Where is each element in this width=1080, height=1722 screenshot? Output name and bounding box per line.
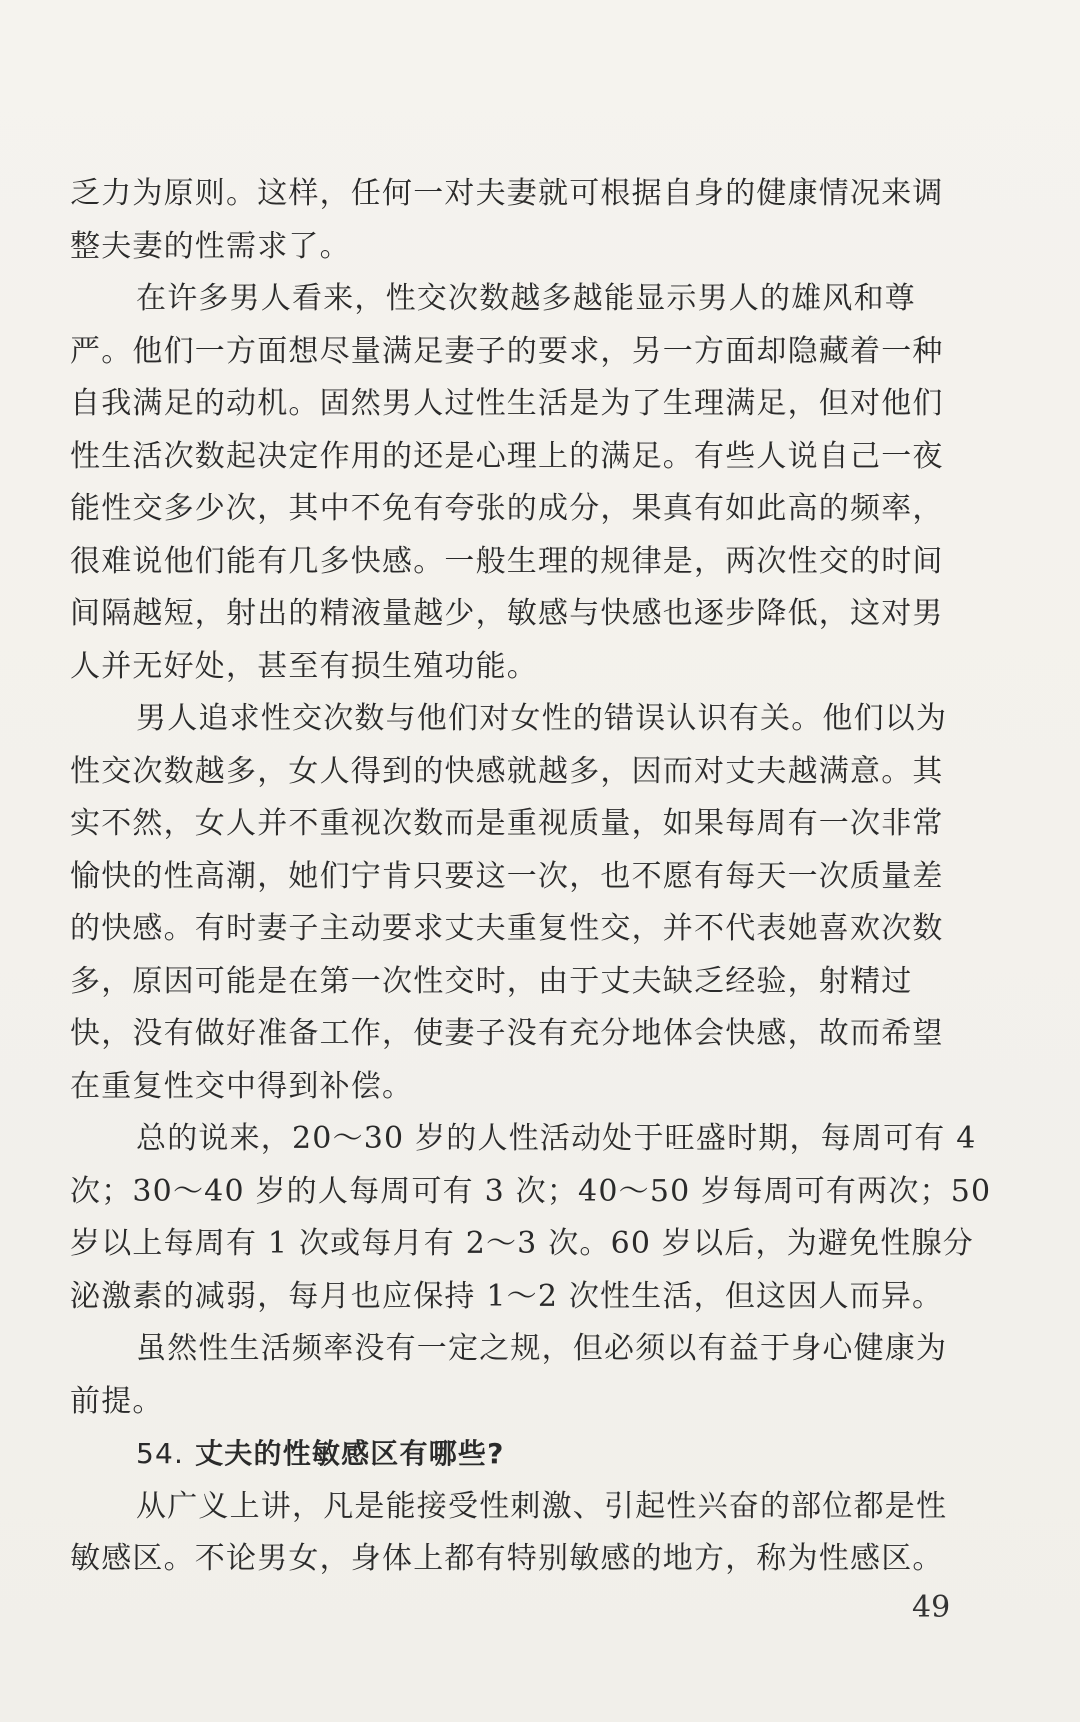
- text-line: 在重复性交中得到补偿。: [70, 1068, 414, 1104]
- paragraph-4: [70, 1113, 1006, 1323]
- text-line: 总的说来，20～30 岁的人性活动处于旺盛时期，每周可有 4: [136, 1121, 977, 1156]
- paragraph-2: [70, 273, 1006, 693]
- text-line: 严。他们一方面想尽量满足妻子的要求，另一方面却隐藏着一种: [70, 333, 944, 369]
- text-line: 的快感。有时妻子主动要求丈夫重复性交，并不代表她喜欢次数: [70, 911, 944, 946]
- page-number: 49: [912, 1590, 951, 1625]
- text-line: 能性交多少次，其中不免有夸张的成分，果真有如此高的频率，: [70, 491, 944, 526]
- text-line: 男人追求性交次数与他们对女性的错误认识有关。他们以为: [136, 701, 948, 736]
- paragraph-3: [70, 693, 1006, 1113]
- text-line: 多，原因可能是在第一次性交时，由于丈夫缺乏经验，射精过: [70, 963, 913, 999]
- text-line: 性生活次数起决定作用的还是心理上的满足。有些人说自己一夜: [70, 438, 944, 474]
- text-line: 人并无好处，甚至有损生殖功能。: [70, 648, 538, 684]
- paragraph-6: [70, 1481, 1006, 1586]
- body-text: [70, 168, 1006, 1586]
- text-line: 快，没有做好准备工作，使妻子没有充分地体会快感，故而希望: [70, 1016, 944, 1051]
- section-number: 54.: [136, 1437, 185, 1470]
- text-line: 敏感区。不论男女，身体上都有特别敏感的地方，称为性感区。: [70, 1541, 944, 1576]
- paragraph-1: [70, 168, 1006, 273]
- text-line: 岁以上每周有 1 次或每月有 2～3 次。60 岁以后，为避免性腺分: [70, 1226, 974, 1261]
- text-line: 在许多男人看来，性交次数越多越能显示男人的雄风和尊: [136, 281, 916, 316]
- text-line: 实不然，女人并不重视次数而是重视质量，如果每周有一次非常: [70, 806, 944, 841]
- section-heading: [70, 1428, 1006, 1481]
- paragraph-5: [70, 1323, 1006, 1428]
- text-line: 泌激素的减弱，每月也应保持 1～2 次性生活，但这因人而异。: [70, 1278, 944, 1314]
- text-line: 整夫妻的性需求了。: [70, 228, 351, 264]
- text-line: 间隔越短，射出的精液量越少，敏感与快感也逐步降低，这对男: [70, 596, 944, 631]
- text-line: 次；30～40 岁的人每周可有 3 次；40～50 岁每周可有两次；50: [70, 1173, 992, 1209]
- text-line: 乏力为原则。这样，任何一对夫妻就可根据自身的健康情况来调: [70, 176, 944, 211]
- text-line: 愉快的性高潮，她们宁肯只要这一次，也不愿有每天一次质量差: [70, 858, 944, 894]
- section-title: 丈夫的性敏感区有哪些?: [195, 1437, 505, 1470]
- text-line: 从广义上讲，凡是能接受性刺激、引起性兴奋的部位都是性: [136, 1488, 948, 1524]
- text-line: 自我满足的动机。固然男人过性生活是为了生理满足，但对他们: [70, 386, 944, 421]
- text-line: 虽然性生活频率没有一定之规，但必须以有益于身心健康为: [136, 1331, 948, 1366]
- text-line: 性交次数越多，女人得到的快感就越多，因而对丈夫越满意。其: [70, 753, 944, 789]
- text-line: 前提。: [70, 1383, 164, 1419]
- text-line: 很难说他们能有几多快感。一般生理的规律是，两次性交的时间: [70, 543, 944, 579]
